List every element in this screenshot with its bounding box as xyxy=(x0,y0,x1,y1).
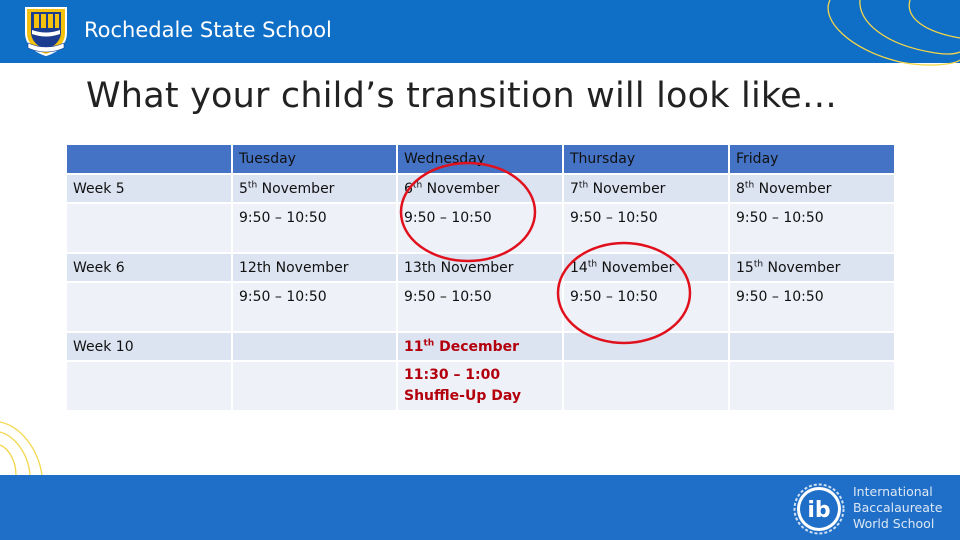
highlight-circle-wednesday xyxy=(401,163,535,261)
time-cell: 9:50 – 10:50 xyxy=(564,204,728,252)
date-cell: 15th November xyxy=(730,254,894,281)
time-cell: 9:50 – 10:50 xyxy=(398,283,562,331)
date-cell: 7th November xyxy=(564,175,728,202)
date-cell: 11th December xyxy=(398,333,562,360)
time-cell: 9:50 – 10:50 xyxy=(233,283,396,331)
time-cell: 9:50 – 10:50 xyxy=(233,204,396,252)
event-name: Shuffle-Up Day xyxy=(404,388,521,404)
date-cell: 6th November xyxy=(398,175,562,202)
event-time: 11:30 – 1:00 xyxy=(404,367,501,383)
date-cell: 12th November xyxy=(233,254,396,281)
header-cell-friday: Friday xyxy=(730,145,894,173)
week-label: Week 6 xyxy=(67,254,231,281)
header-cell-wednesday: Wednesday xyxy=(398,145,562,173)
header-cell-thursday: Thursday xyxy=(564,145,728,173)
date-cell: 8th November xyxy=(730,175,894,202)
time-cell: 9:50 – 10:50 xyxy=(564,283,728,331)
date-cell: 5th November xyxy=(233,175,396,202)
week-label: Week 5 xyxy=(67,175,231,202)
highlight-circle-thursday xyxy=(558,243,690,343)
date-cell: 14th November xyxy=(564,254,728,281)
slide-title: What your child’s transition will look like… xyxy=(86,76,838,116)
school-name: Rochedale State School xyxy=(84,18,332,42)
time-cell: 9:50 – 10:50 xyxy=(730,204,894,252)
time-cell: 9:50 – 10:50 xyxy=(398,204,562,252)
header-cell-tuesday: Tuesday xyxy=(233,145,396,173)
time-cell: 9:50 – 10:50 xyxy=(730,283,894,331)
ib-logo-mark: ib xyxy=(807,498,831,523)
week-label: Week 10 xyxy=(67,333,231,360)
date-cell: 13th November xyxy=(398,254,562,281)
ib-logo-icon xyxy=(792,482,846,536)
ib-world-school-text: International Baccalaureate World School xyxy=(853,484,943,531)
